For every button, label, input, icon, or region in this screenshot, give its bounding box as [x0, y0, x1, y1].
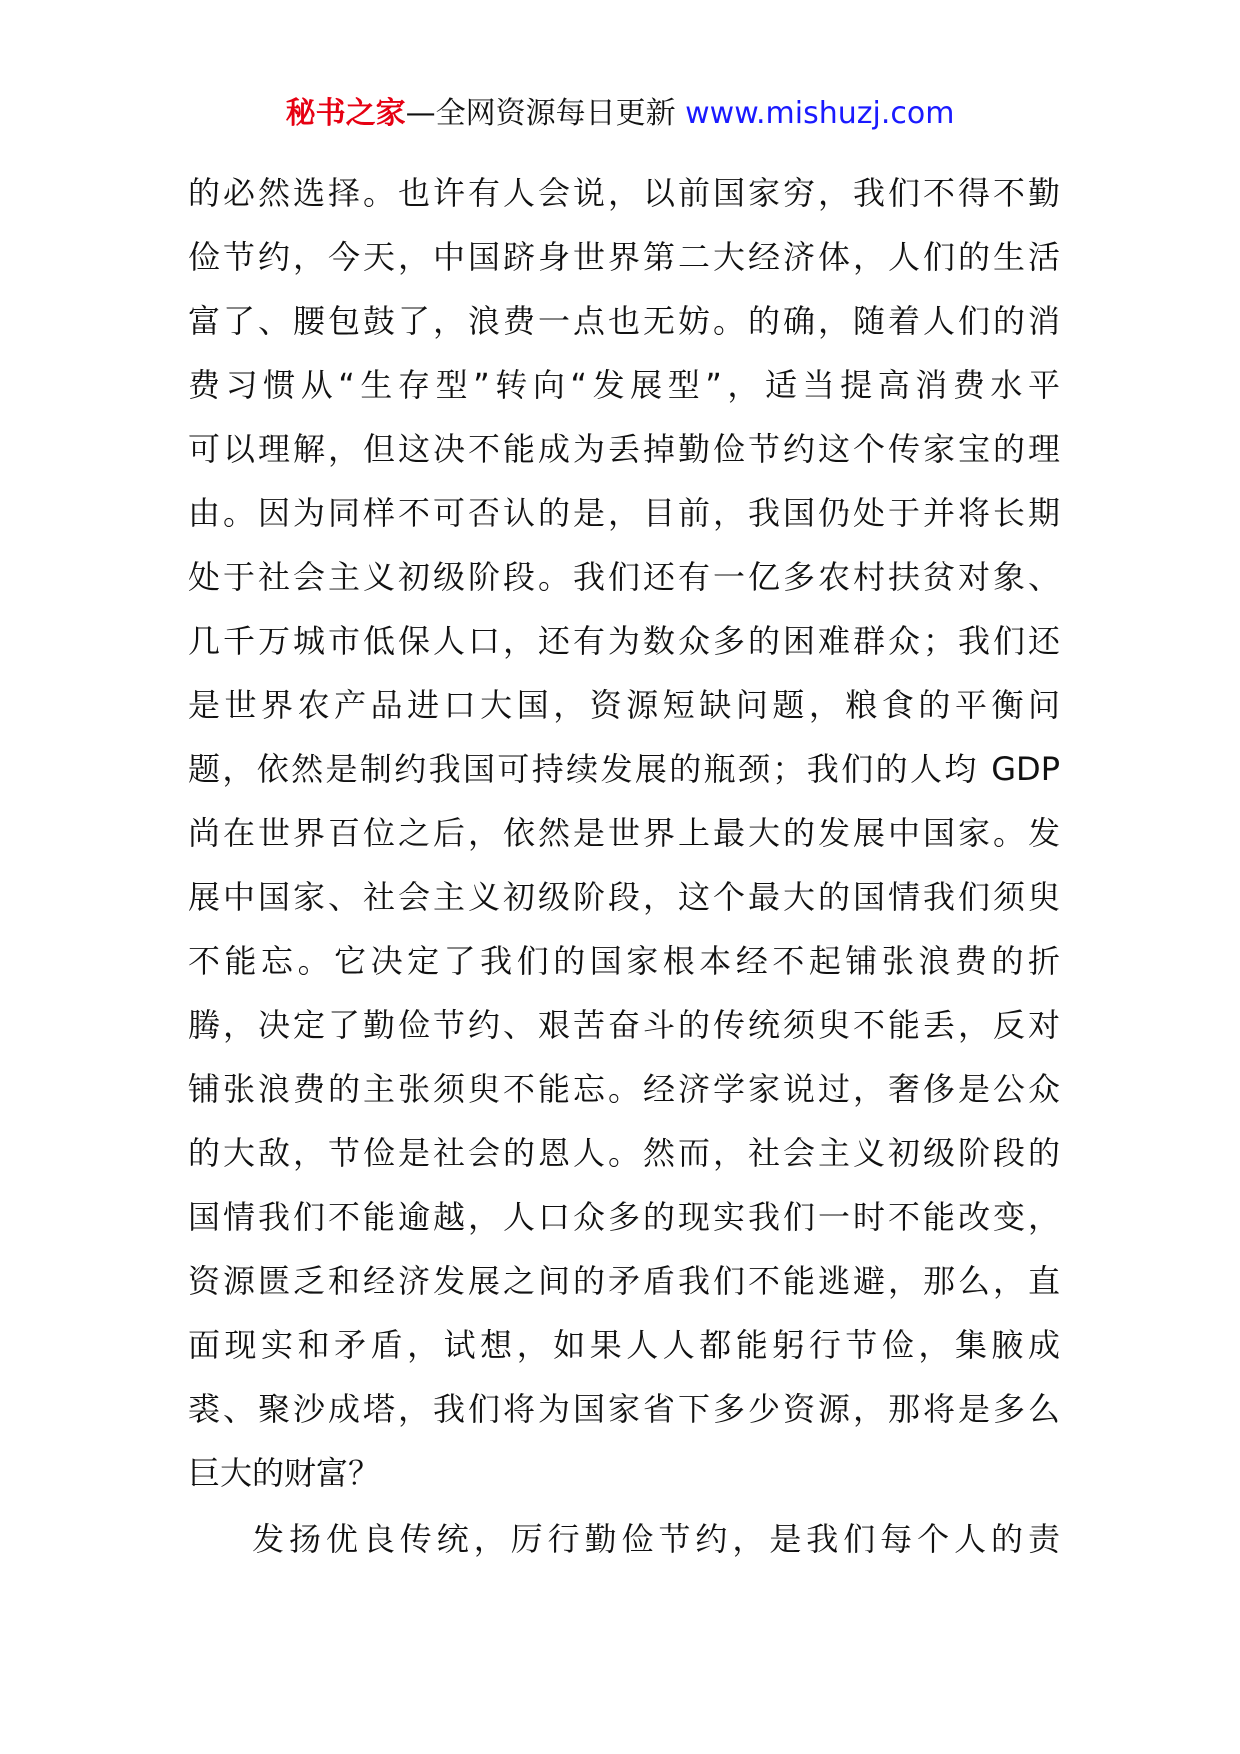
paragraph-1-line-17: 国情我们不能逾越，人口众多的现实我们一时不能改变，: [188, 1198, 1060, 1236]
site-header-banner: [0, 94, 1240, 134]
paragraph-1-line-12: 展中国家、社会主义初级阶段，这个最大的国情我们须臾: [188, 878, 1060, 916]
site-url-link[interactable]: www.mishuzj.com: [685, 96, 955, 131]
paragraph-1-line-7: 处于社会主义初级阶段。我们还有一亿多农村扶贫对象、: [188, 558, 1060, 596]
paragraph-2-line-1: 发扬优良传统，厉行勤俭节约，是我们每个人的责: [252, 1520, 1060, 1558]
paragraph-1-line-3: 富了、腰包鼓了，浪费一点也无妨。的确，随着人们的消: [188, 302, 1060, 340]
paragraph-1-line-16: 的大敌，节俭是社会的恩人。然而，社会主义初级阶段的: [188, 1134, 1060, 1172]
paragraph-1-line-8: 几千万城市低保人口，还有为数众多的困难群众；我们还: [188, 622, 1060, 660]
paragraph-1-line-9: 是世界农产品进口大国，资源短缺问题，粮食的平衡问: [188, 686, 1060, 724]
paragraph-1-line-6: 由。因为同样不可否认的是，目前，我国仍处于并将长期: [188, 494, 1060, 532]
paragraph-1-line-1: 的必然选择。也许有人会说，以前国家穷，我们不得不勤: [188, 174, 1060, 212]
document-body: [188, 161, 1060, 1571]
paragraph-1-line-13: 不能忘。它决定了我们的国家根本经不起铺张浪费的折: [188, 942, 1060, 980]
paragraph-1-line-4: 费习惯从“生存型”转向“发展型”，适当提高消费水平: [188, 366, 1060, 404]
paragraph-1-line-10: 题，依然是制约我国可持续发展的瓶颈；我们的人均 GDP: [188, 750, 1060, 788]
paragraph-1-line-2: 俭节约，今天，中国跻身世界第二大经济体，人们的生活: [188, 238, 1060, 276]
site-brand-name: 秘书之家: [285, 96, 406, 131]
paragraph-1-line-18: 资源匮乏和经济发展之间的矛盾我们不能逃避，那么，直: [188, 1262, 1060, 1300]
paragraph-1-line-14: 腾，决定了勤俭节约、艰苦奋斗的传统须臾不能丢，反对: [188, 1006, 1060, 1044]
paragraph-1-line-21: 巨大的财富？: [188, 1454, 381, 1492]
paragraph-1-line-15: 铺张浪费的主张须臾不能忘。经济学家说过，奢侈是公众: [188, 1070, 1060, 1108]
paragraph-1-line-11: 尚在世界百位之后，依然是世界上最大的发展中国家。发: [188, 814, 1060, 852]
paragraph-1-line-5: 可以理解，但这决不能成为丢掉勤俭节约这个传家宝的理: [188, 430, 1060, 468]
paragraph-1-line-19: 面现实和矛盾，试想，如果人人都能躬行节俭，集腋成: [188, 1326, 1060, 1364]
paragraph-1-line-20: 裘、聚沙成塔，我们将为国家省下多少资源，那将是多么: [188, 1390, 1060, 1428]
site-tagline: —全网资源每日更新: [405, 96, 686, 131]
